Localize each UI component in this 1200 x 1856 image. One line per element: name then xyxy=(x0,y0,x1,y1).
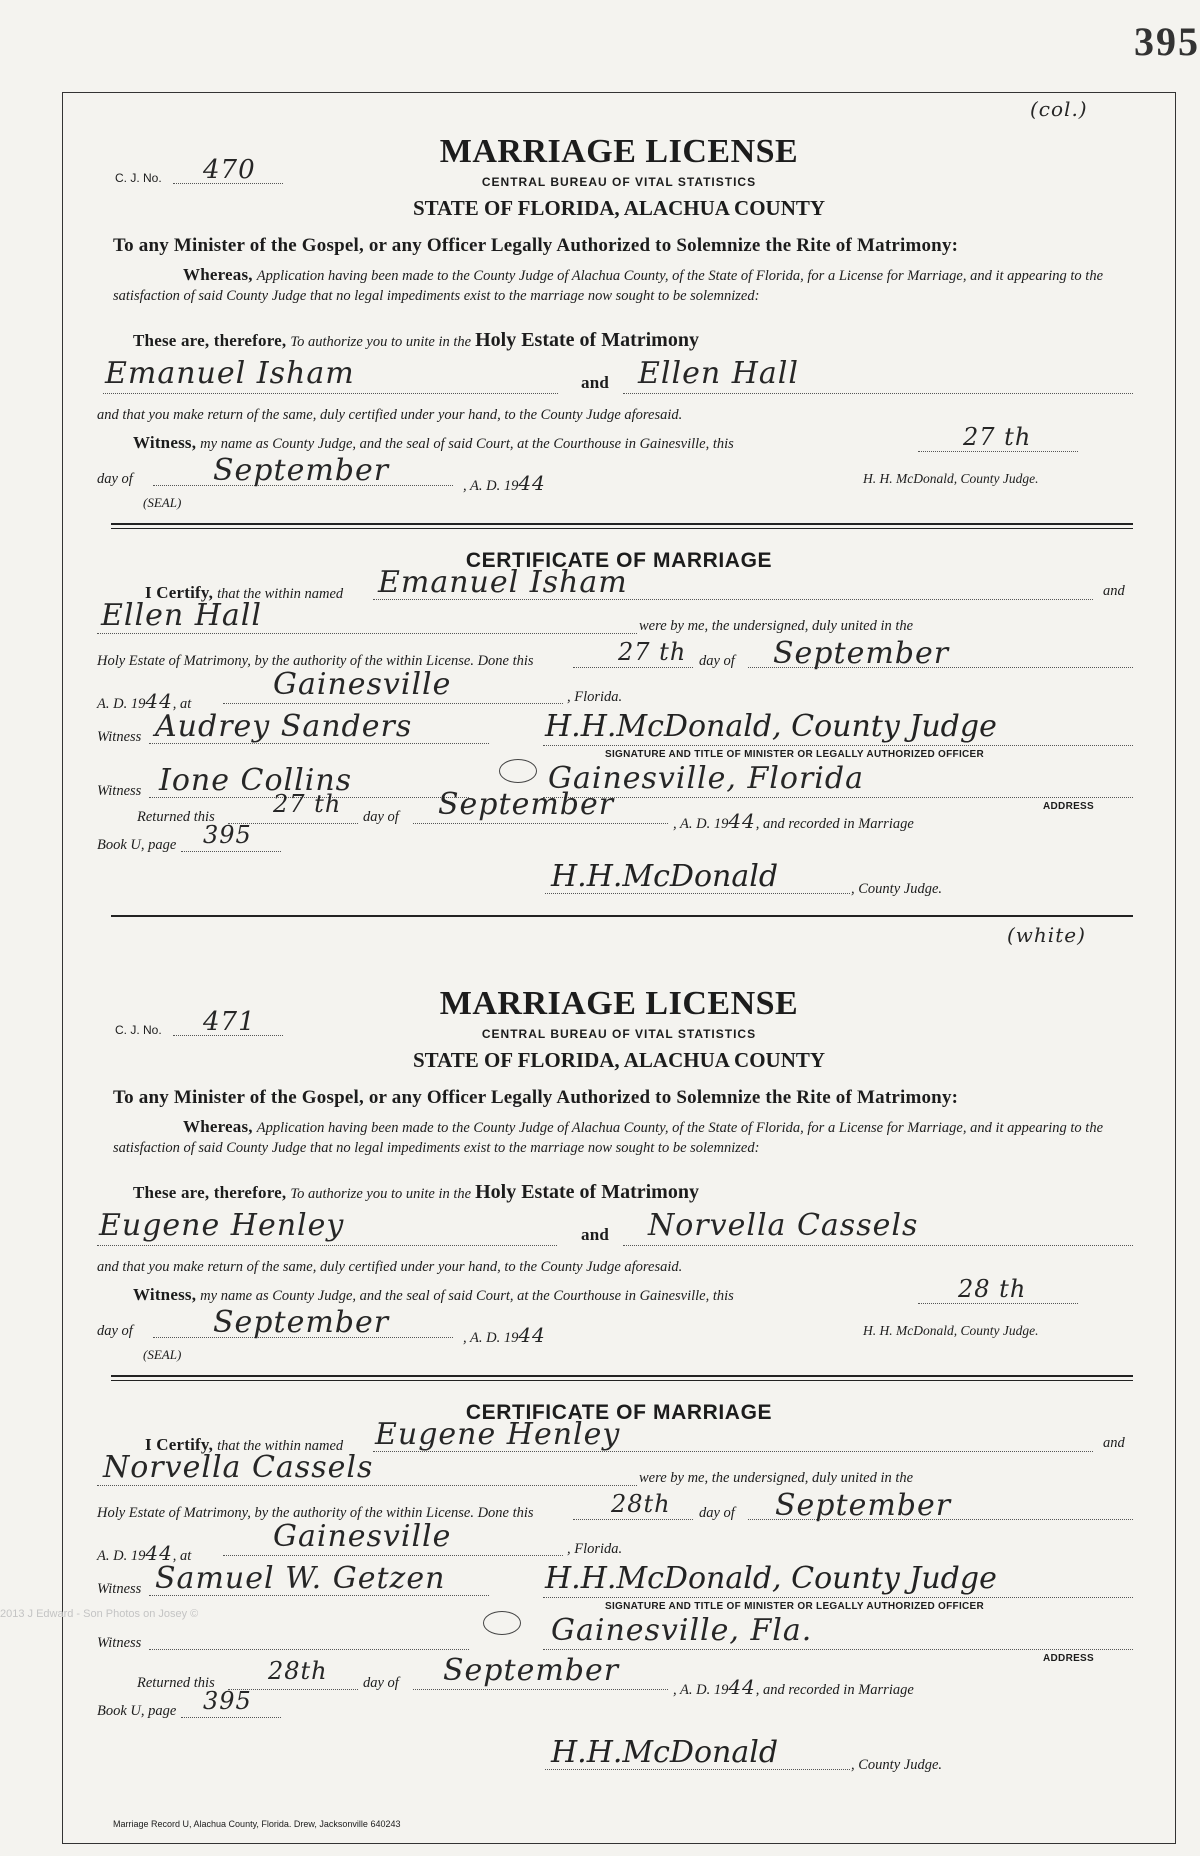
and-text: and xyxy=(1103,583,1125,599)
witness1-name: Samuel W. Getzen xyxy=(155,1561,446,1596)
official-seal-stamp xyxy=(483,1611,521,1635)
form-footer: Marriage Record U, Alachua County, Florida. Drew, Jacksonville 640243 xyxy=(113,1819,401,1829)
returned-year: 44 xyxy=(728,809,756,833)
cert-place: Gainesville xyxy=(273,1519,452,1554)
witness-label: Witness, xyxy=(133,1285,197,1304)
returned-year: 44 xyxy=(728,1675,756,1699)
record-2 xyxy=(63,923,1175,1835)
holy-estate: Holy Estate of Matrimony xyxy=(475,329,699,351)
county-judge-signature: H.H.McDonald xyxy=(551,859,779,894)
certify-label: I Certify, xyxy=(145,583,214,602)
cert-day: 27 th xyxy=(618,638,687,666)
returned-month: September xyxy=(438,787,615,822)
recorded-text: , and recorded in Marriage xyxy=(755,816,914,832)
certificate-title: CERTIFICATE OF MARRIAGE xyxy=(465,1401,773,1424)
florida-text: , Florida. xyxy=(567,689,623,705)
address-caption: ADDRESS xyxy=(1043,1653,1094,1664)
bride-name: Ellen Hall xyxy=(638,356,799,391)
witness2-name: Ione Collins xyxy=(159,763,353,798)
ad-label: A. D. 19 xyxy=(97,696,146,712)
page-number: 395 xyxy=(1134,19,1200,64)
signature-caption: SIGNATURE AND TITLE OF MINISTER OR LEGALLY AUTHORIZED OFFICER xyxy=(605,749,985,760)
at-word: , at xyxy=(172,696,192,712)
book-label: Book U, page xyxy=(97,837,177,853)
judge-print: H. H. McDonald, County Judge. xyxy=(863,471,1039,486)
witness-text: my name as County Judge, and the seal of said Court, at the Courthouse in Gainesville, this xyxy=(200,1288,734,1304)
record-divider xyxy=(111,915,1133,918)
officer-address: Gainesville, Florida xyxy=(548,761,864,796)
cert-year-suffix: 44 xyxy=(145,689,173,713)
address-caption: ADDRESS xyxy=(1043,801,1094,812)
returned-ad: , A. D. 19 xyxy=(673,816,729,832)
whereas-label: Whereas, xyxy=(183,1117,253,1136)
whereas-label: Whereas, xyxy=(183,265,253,284)
cert-groom: Eugene Henley xyxy=(375,1417,621,1452)
ad-prefix: , A. D. 19 xyxy=(463,1330,519,1346)
officer-signature: H.H.McDonald, County Judge xyxy=(545,709,997,744)
ad-year xyxy=(463,471,546,495)
record-1 xyxy=(63,93,1175,958)
cert-day: 28th xyxy=(611,1490,671,1518)
returned-label: Returned this xyxy=(137,1675,215,1691)
license-title: MARRIAGE LICENSE xyxy=(439,133,799,170)
these-text: To authorize you to unite in the xyxy=(290,334,472,350)
cert-month: September xyxy=(773,636,950,671)
state-county: STATE OF FLORIDA, ALACHUA COUNTY xyxy=(412,1048,826,1072)
race-note: (col.) xyxy=(1030,97,1088,121)
witness-text: my name as County Judge, and the seal of said Court, at the Courthouse in Gainesville, this xyxy=(200,436,734,452)
address-line: To any Minister of the Gospel, or any Officer Legally Authorized to Solemnize the Rite of Matrimony: xyxy=(113,235,959,256)
whereas-text: Application having been made to the County Judge of Alachua County, of the State of Florida, for a License for Marriage, and it appearing to the satisfaction of said County Judge that no legal impediments exist to the marriage now sought to be solemnized: xyxy=(113,268,1104,304)
were-text: were by me, the undersigned, duly united in the xyxy=(639,618,914,634)
county-judge-label: , County Judge. xyxy=(851,881,943,897)
these-label: These are, therefore, xyxy=(133,1183,287,1202)
cert-groom: Emanuel Isham xyxy=(378,565,628,600)
day-of-label: day of xyxy=(97,471,133,487)
cert-month: September xyxy=(775,1488,952,1523)
cert-day-of: day of xyxy=(699,653,735,669)
certificate-title: CERTIFICATE OF MARRIAGE xyxy=(465,549,773,572)
cert-year-suffix: 44 xyxy=(145,1541,173,1565)
and-text: and xyxy=(1103,1435,1125,1451)
ad-label: A. D. 19 xyxy=(97,1548,146,1564)
book-page: 395 xyxy=(203,1687,252,1715)
license-title: MARRIAGE LICENSE xyxy=(439,985,799,1022)
returned-day-of: day of xyxy=(363,809,399,825)
and-word: and xyxy=(581,373,610,392)
license-month: September xyxy=(213,453,390,488)
holy-text: Holy Estate of Matrimony, by the authority of the within License. Done this xyxy=(97,1505,534,1521)
certify-text: that the within named xyxy=(217,586,344,602)
day-of-label: day of xyxy=(97,1323,133,1339)
book-page: 395 xyxy=(203,821,252,849)
witness1-label: Witness xyxy=(97,1581,142,1597)
witness-label: Witness, xyxy=(133,433,197,452)
at-word: , at xyxy=(172,1548,192,1564)
cert-bride: Norvella Cassels xyxy=(103,1450,374,1485)
cj-number: 471 xyxy=(203,1007,256,1037)
address-line: To any Minister of the Gospel, or any Officer Legally Authorized to Solemnize the Rite of Matrimony: xyxy=(113,1087,959,1108)
returned-day: 28th xyxy=(268,1657,328,1685)
returned-label: Returned this xyxy=(137,809,215,825)
county-judge-label: , County Judge. xyxy=(851,1757,943,1773)
cert-place: Gainesville xyxy=(273,667,452,702)
license-day: 28 th xyxy=(958,1275,1027,1303)
ad-year xyxy=(463,1323,546,1347)
return-text: and that you make return of the same, duly certified under your hand, to the County Judge aforesaid. xyxy=(97,407,683,423)
witness-line xyxy=(133,1285,734,1305)
return-text: and that you make return of the same, duly certified under your hand, to the County Judge aforesaid. xyxy=(97,1259,683,1275)
were-text: were by me, the undersigned, duly united in the xyxy=(639,1470,914,1486)
returned-month: September xyxy=(443,1653,620,1688)
book-label: Book U, page xyxy=(97,1703,177,1719)
bride-name: Norvella Cassels xyxy=(648,1208,919,1243)
returned-ad: , A. D. 19 xyxy=(673,1682,729,1698)
recorded-text: , and recorded in Marriage xyxy=(755,1682,914,1698)
returned-year-line xyxy=(673,1675,914,1699)
groom-name: Eugene Henley xyxy=(99,1208,345,1243)
holy-estate: Holy Estate of Matrimony xyxy=(475,1181,699,1203)
witness1-name: Audrey Sanders xyxy=(155,709,413,744)
seal-label: (SEAL) xyxy=(143,495,182,510)
whereas-paragraph xyxy=(113,265,1163,306)
license-day: 27 th xyxy=(963,423,1032,451)
these-are-line xyxy=(133,329,699,352)
certify-text: that the within named xyxy=(217,1438,344,1454)
cert-bride: Ellen Hall xyxy=(101,598,262,633)
witness2-label: Witness xyxy=(97,783,142,799)
seal-label: (SEAL) xyxy=(143,1347,182,1362)
record-frame xyxy=(62,92,1176,1844)
ad-prefix: , A. D. 19 xyxy=(463,478,519,494)
certify-label: I Certify, xyxy=(145,1435,214,1454)
witness-line xyxy=(133,433,734,453)
year-suffix: 44 xyxy=(518,1323,546,1347)
official-seal-stamp xyxy=(499,759,537,783)
cj-label: C. J. No. xyxy=(115,171,162,185)
whereas-text: Application having been made to the County Judge of Alachua County, of the State of Florida, for a License for Marriage, and it appearing to the satisfaction of said County Judge that no legal impediments exist to the marriage now sought to be solemnized: xyxy=(113,1120,1104,1156)
groom-name: Emanuel Isham xyxy=(105,356,355,391)
cj-label: C. J. No. xyxy=(115,1023,162,1037)
officer-address: Gainesville, Fla. xyxy=(551,1613,813,1648)
returned-day: 27 th xyxy=(273,790,342,818)
cert-day-of: day of xyxy=(699,1505,735,1521)
whereas-paragraph xyxy=(113,1117,1163,1158)
officer-signature: H.H.McDonald, County Judge xyxy=(545,1561,997,1596)
witness2-label: Witness xyxy=(97,1635,142,1651)
returned-year-line xyxy=(673,809,914,833)
florida-text: , Florida. xyxy=(567,1541,623,1557)
state-county: STATE OF FLORIDA, ALACHUA COUNTY xyxy=(412,196,826,220)
holy-text: Holy Estate of Matrimony, by the authority of the within License. Done this xyxy=(97,653,534,669)
section-divider xyxy=(111,523,1133,529)
returned-day-of: day of xyxy=(363,1675,399,1691)
bureau-subtitle: CENTRAL BUREAU OF VITAL STATISTICS xyxy=(481,1027,757,1041)
county-judge-signature: H.H.McDonald xyxy=(551,1735,779,1770)
these-label: These are, therefore, xyxy=(133,331,287,350)
license-month: September xyxy=(213,1305,390,1340)
race-note: (white) xyxy=(1007,923,1086,947)
section-divider xyxy=(111,1375,1133,1381)
these-are-line xyxy=(133,1181,699,1204)
these-text: To authorize you to unite in the xyxy=(290,1186,472,1202)
watermark: 2013 J Edward - Son Photos on Josey © xyxy=(0,1608,199,1620)
bureau-subtitle: CENTRAL BUREAU OF VITAL STATISTICS xyxy=(481,175,757,189)
signature-caption: SIGNATURE AND TITLE OF MINISTER OR LEGALLY AUTHORIZED OFFICER xyxy=(605,1601,985,1612)
witness1-label: Witness xyxy=(97,729,142,745)
and-word: and xyxy=(581,1225,610,1244)
year-suffix: 44 xyxy=(518,471,546,495)
judge-print: H. H. McDonald, County Judge. xyxy=(863,1323,1039,1338)
cj-number: 470 xyxy=(203,155,256,185)
